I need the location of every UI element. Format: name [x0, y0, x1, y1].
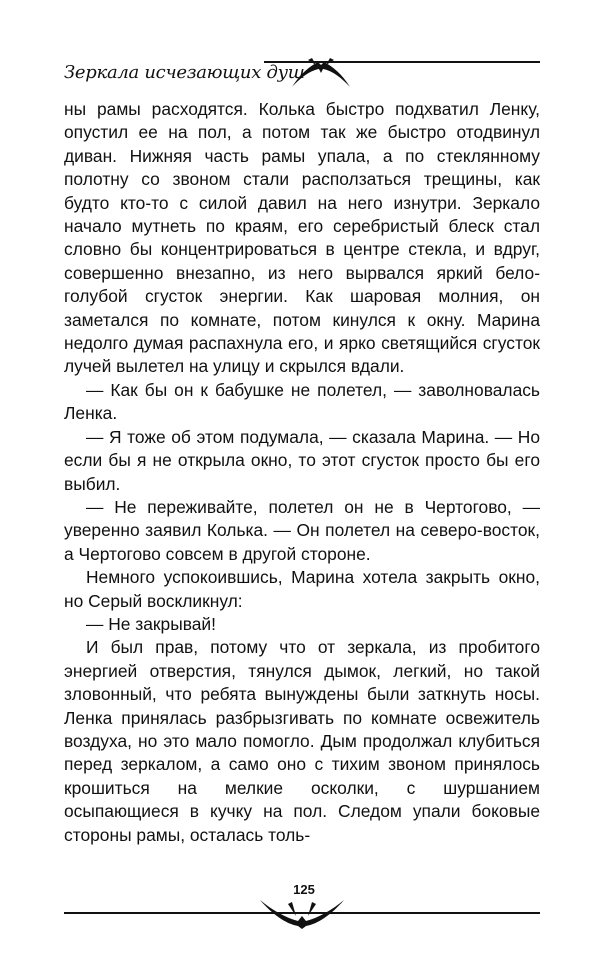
- paragraph: ны рамы расходятся. Колька быстро подхватил Ленку, опустил ее на пол, а потом так же быстро отодвинул диван. Нижняя часть рамы упала, а по стеклянному полотну со звоном стали расползаться трещины, как будто кто-то с силой давил на него изнутри. Зеркало начало мутнеть по краям, его серебристый блеск стал словно бы концентрироваться в центре стекла, и вдруг, совершенно внезапно, из него вырвался яркий бело-голубой сгусток энергии. Как шаровая молния, он заметался по комнате, потом кинулся к окну. Марина недолго думая распахнула его, и ярко светящийся сгусток лучей вылетел на улицу и скрылся вдали.: [64, 99, 540, 377]
- running-header: [64, 52, 540, 92]
- main-text: [64, 98, 540, 847]
- footer-bird-ornament-icon: [258, 896, 346, 930]
- book-title: Зеркала исчезающих душ: [64, 62, 305, 83]
- paragraph: — Я тоже об этом подумала, — сказала Марина. — Но если бы я не открыла окно, то этот сгусток просто бы его выбил.: [64, 426, 540, 494]
- paragraph: — Не закрывай!: [86, 613, 216, 634]
- page-number: 125: [293, 882, 315, 897]
- paragraph: И был прав, потому что от зеркала, из пробитого энергией отверстия, тянулся дымок, легкий, но такой зловонный, что ребята вынуждены были заткнуть носы. Ленка принялась разбрызгивать по комнате освежитель воздуха, но это мало помогло. Дым продолжал клубиться перед зеркалом, а само оно с тихим звоном принялось крошиться на мелкие осколки, с шуршанием осыпающиеся в кучку на пол. Следом упали боковые стороны рамы, осталась толь-: [64, 637, 540, 845]
- paragraph: Немного успокоившись, Марина хотела закрыть окно, но Серый воскликнул:: [64, 567, 540, 611]
- paragraph: — Как бы он к бабушке не полетел, — заволновалась Ленка.: [64, 379, 540, 424]
- paragraph: — Не переживайте, полетел он не в Чертогово, — уверенно заявил Колька. — Он полетел на северо-восток, а Чертогово совсем в другой стороне.: [64, 496, 540, 564]
- page-footer: [64, 880, 540, 940]
